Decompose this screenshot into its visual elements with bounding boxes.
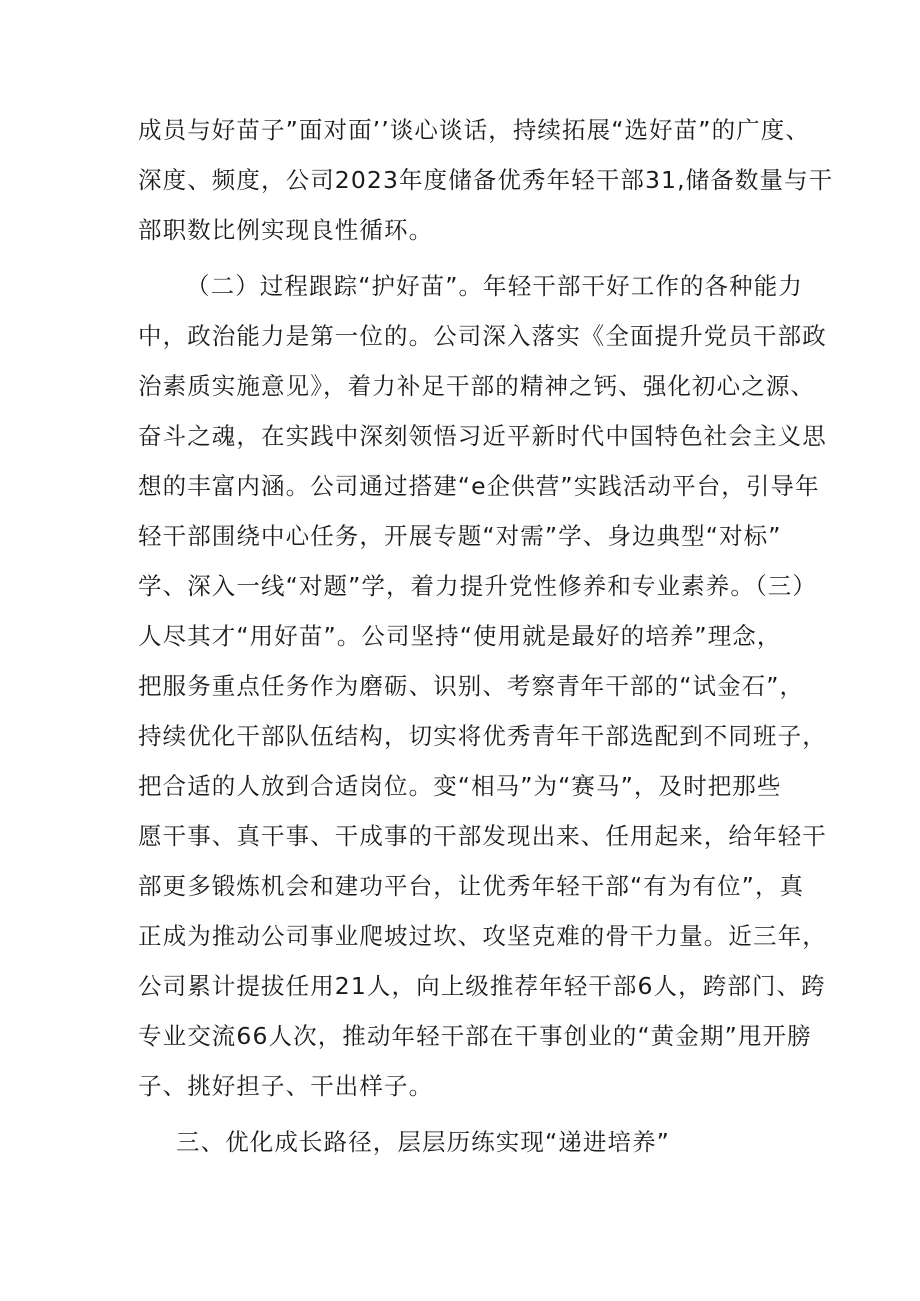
text-line: 正成为推动公司事业爬坡过坎、攻坚克难的骨干力量。近三年，: [138, 922, 827, 950]
text-line: 治素质实施意见》，着力补足干部的精神之钙、强化初心之源、: [138, 372, 816, 400]
text-line: 想的丰富内涵。公司通过搭建“e企供营”实践活动平台，引导年: [138, 472, 820, 500]
text-line: 学、深入一线“对题”学，着力提升党性修养和专业素养。（三）: [138, 572, 817, 600]
text-line: 人尽其才“用好苗”。公司坚持“使用就是最好的培养”理念，: [138, 622, 782, 650]
text-line: 子、挑好担子、干出样子。: [138, 1072, 434, 1100]
text-line: 专业交流66人次，推动年轻干部在干事创业的“黄金期”甩开膀: [138, 1022, 812, 1050]
text-line: 部职数比例实现良性循环。: [138, 216, 434, 244]
text-line: 公司累计提拔任用21人，向上级推荐年轻干部6人，跨部门、跨: [138, 972, 826, 1000]
text-line: 部更多锻炼机会和建功平台，让优秀年轻干部“有为有位”，真: [138, 872, 805, 900]
text-line: 把服务重点任务作为磨砺、识别、考察青年干部的“试金石”，: [138, 672, 805, 700]
text-line: （二）过程跟踪“护好苗”。年轻干部干好工作的各种能力: [186, 272, 803, 300]
text-line: 深度、频度，公司2023年度储备优秀年轻干部31,储备数量与干: [138, 166, 834, 194]
text-line: 奋斗之魂，在实践中深刻领悟习近平新时代中国特色社会主义思: [138, 422, 827, 450]
text-line: 愿干事、真干事、干成事的干部发现出来、任用起来，给年轻干: [138, 822, 827, 850]
section-heading: 三、优化成长路径，层层历练实现“递进培养”: [176, 1128, 670, 1156]
text-line: 中，政治能力是第一位的。公司深入落实《全面提升党员干部政: [138, 322, 827, 350]
text-line: 轻干部围绕中心任务，开展专题“对需”学、身边典型“对标”: [138, 522, 782, 550]
text-line: 成员与好苗子”面对面’’谈心谈话，持续拓展“选好苗”的广度、: [138, 116, 810, 144]
text-line: 把合适的人放到合适岗位。变“相马”为“赛马”，及时把那些: [138, 772, 782, 800]
text-line: 持续优化干部队伍结构，切实将优秀青年干部选配到不同班子，: [138, 722, 827, 750]
